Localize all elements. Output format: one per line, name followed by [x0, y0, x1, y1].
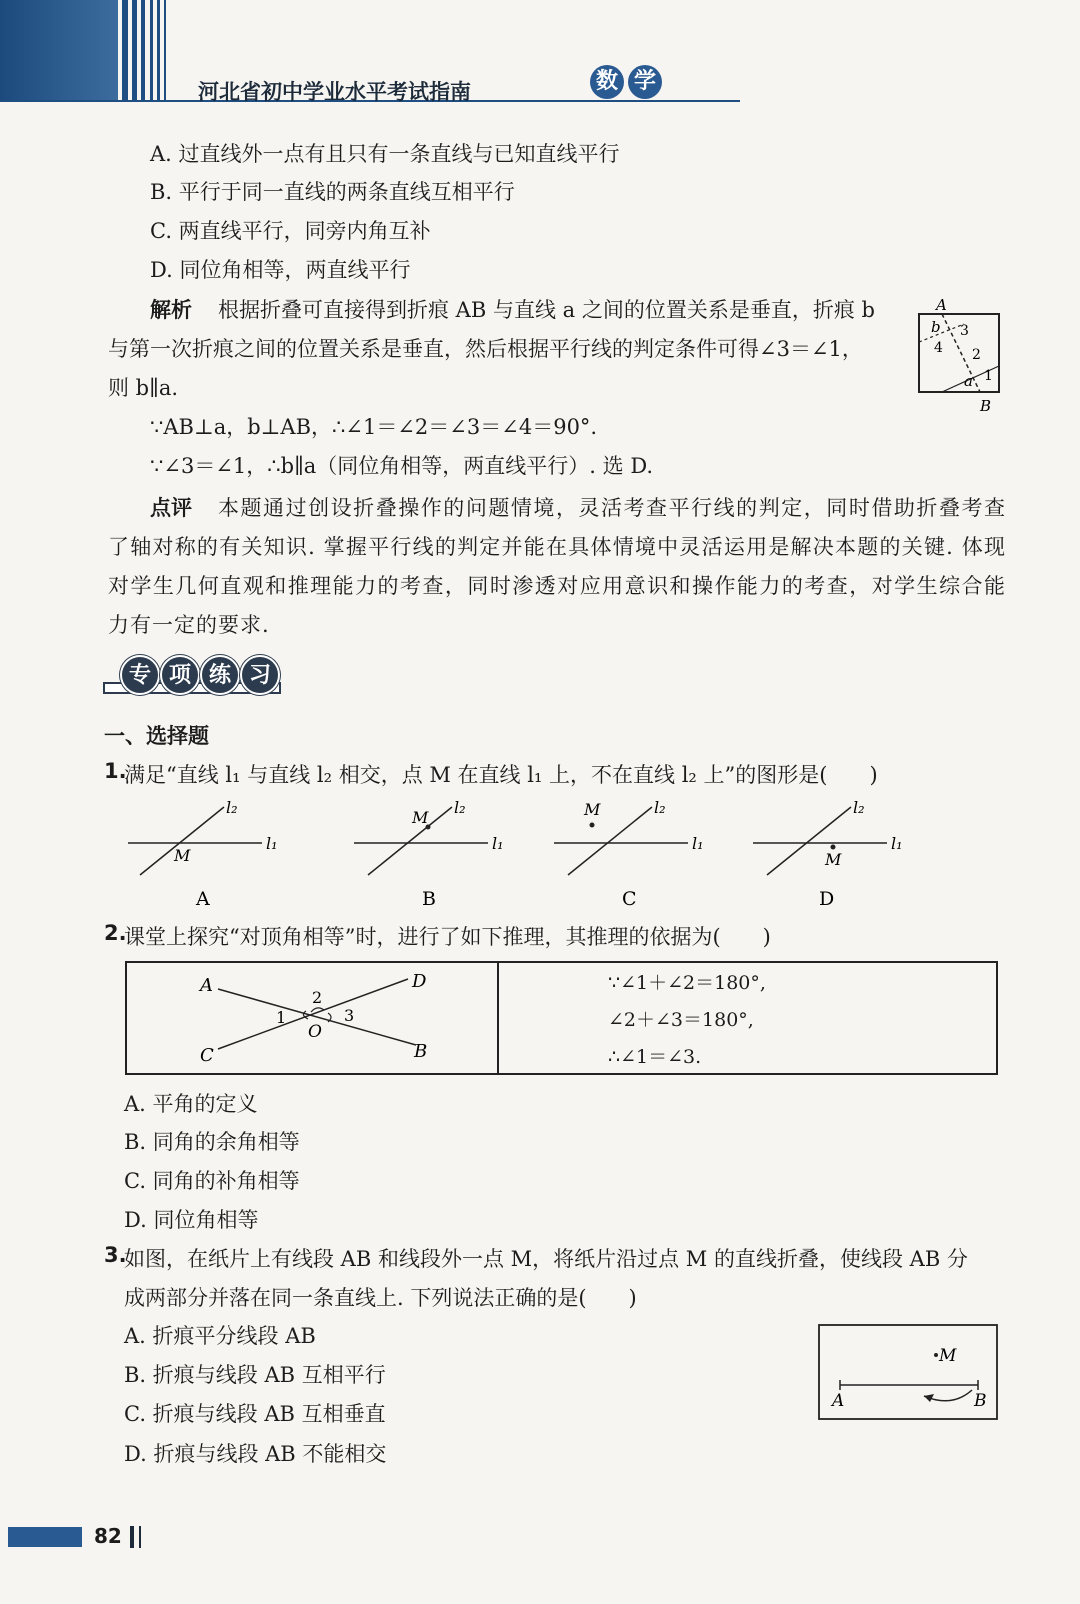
q1c-m: M [584, 800, 601, 819]
subject-circle-2: 学 [628, 65, 662, 99]
fold-label-B: B [980, 397, 992, 415]
banner-char-4: 习 [240, 655, 280, 695]
comment-label: 点评 [150, 496, 192, 520]
q1-figure-c [546, 795, 726, 915]
q2-table-divider [497, 961, 499, 1075]
banner-char-2: 项 [160, 655, 200, 695]
q2-figure [190, 965, 450, 1073]
banner-char-1: 专 [120, 655, 160, 695]
q2-reasoning-3: ∴∠1＝∠3. [608, 1046, 702, 1068]
footer-divider-1 [130, 1526, 134, 1548]
analysis-line-5: ∵∠3＝∠1，∴b∥a（同位角相等，两直线平行）. 选 D. [150, 454, 654, 478]
subject-circle-1: 数 [590, 65, 624, 99]
q1b-m: M [412, 808, 429, 827]
q3-option-d: D. 折痕与线段 AB 不能相交 [124, 1442, 387, 1466]
q2-angle-2: 2 [312, 988, 323, 1007]
q2-label-C: C [200, 1045, 214, 1066]
q1b-l2: l₂ [454, 798, 466, 817]
q1d-l2: l₂ [853, 798, 865, 817]
q1-figure-b [346, 795, 526, 915]
analysis-label: 解析 [150, 298, 192, 322]
q3-option-a: A. 折痕平分线段 AB [124, 1324, 316, 1348]
q2-label-B: B [414, 1041, 428, 1062]
q1d-m: M [825, 850, 842, 869]
q2-label-O: O [308, 1022, 322, 1042]
q1c-caption: C [622, 888, 637, 910]
q2-text: 课堂上探究“对顶角相等”时，进行了如下推理，其推理的依据为( ) [124, 925, 771, 949]
fold-label-A: A [936, 296, 947, 314]
q3-label-B: B [974, 1391, 987, 1411]
prev-option-c: C. 两直线平行，同旁内角互补 [150, 219, 431, 243]
q1-figure-d [745, 795, 925, 915]
q1a-l2: l₂ [226, 798, 238, 817]
q2-number: 2. [104, 921, 127, 945]
footer-divider-2 [139, 1526, 141, 1548]
q2-angle-3: 3 [344, 1006, 355, 1025]
q1c-l1: l₁ [692, 834, 704, 853]
q3-label-A: A [832, 1391, 845, 1411]
prev-option-a: A. 过直线外一点有且只有一条直线与已知直线平行 [150, 142, 620, 166]
q2-option-b: B. 同角的余角相等 [124, 1130, 300, 1154]
q2-reasoning-2: ∠2＋∠3＝180°, [608, 1009, 754, 1031]
fold-label-3: 3 [960, 323, 969, 339]
q2-label-A: A [200, 975, 213, 996]
q1a-l1: l₁ [266, 834, 278, 853]
prev-option-b: B. 平行于同一直线的两条直线互相平行 [150, 180, 515, 204]
analysis-line-1: 根据折叠可直接得到折痕 AB 与直线 a 之间的位置关系是垂直，折痕 b [218, 298, 875, 322]
q3-number: 3. [104, 1243, 127, 1267]
banner-char-3: 练 [200, 655, 240, 695]
q1-text: 满足“直线 l₁ 与直线 l₂ 相交，点 M 在直线 l₁ 上，不在直线 l₂ 上”的图形是( ) [124, 763, 878, 787]
q1b-l1: l₁ [492, 834, 504, 853]
prev-option-d: D. 同位角相等，两直线平行 [150, 258, 411, 282]
fold-label-a: a [964, 372, 973, 390]
fold-label-4: 4 [934, 340, 943, 356]
comment-text: 本题通过创设折叠操作的问题情境，灵活考查平行线的判定，同时借助折叠考查了轴对称的有关知识. 掌握平行线的判定并能在具体情境中灵活运用是解决本题的关键. 体现对学生几何直观和推理能力的考查，同时渗透对应用意识和操作能力的考查，对学生综合能力有一定的要求. [108, 496, 1006, 637]
fold-label-b: b [931, 318, 941, 336]
fold-label-2: 2 [972, 347, 981, 363]
q1b-caption: B [422, 888, 436, 910]
q1c-l2: l₂ [654, 798, 666, 817]
q3-option-c: C. 折痕与线段 AB 互相垂直 [124, 1402, 386, 1426]
analysis-line-4: ∵AB⊥a，b⊥AB，∴∠1＝∠2＝∠3＝∠4＝90°. [150, 415, 598, 439]
q1d-l1: l₁ [891, 834, 903, 853]
q1d-caption: D [819, 888, 835, 910]
q2-angle-1: 1 [276, 1008, 287, 1027]
footer-bar [8, 1527, 82, 1547]
book-title: 河北省初中学业水平考试指南 [198, 80, 471, 104]
q1a-m: M [174, 846, 191, 865]
q3-text-1: 如图，在纸片上有线段 AB 和线段外一点 M，将纸片沿过点 M 的直线折叠，使线段 AB 分 [124, 1247, 968, 1271]
fold-label-1: 1 [984, 368, 993, 384]
q3-text-2: 成两部分并落在同一条直线上. 下列说法正确的是( ) [124, 1286, 637, 1310]
analysis-line-3: 则 b∥a. [108, 376, 179, 400]
q1-number: 1. [104, 759, 127, 783]
q3-label-M: M [939, 1346, 957, 1366]
q2-option-c: C. 同角的补角相等 [124, 1169, 300, 1193]
fold-figure [912, 294, 1012, 418]
section-heading: 一、选择题 [104, 724, 209, 748]
q3-figure [818, 1324, 1000, 1422]
q1-figure-a [120, 795, 300, 915]
analysis-line-2: 与第一次折痕之间的位置关系是垂直，然后根据平行线的判定条件可得∠3＝∠1， [108, 337, 863, 361]
q3-option-b: B. 折痕与线段 AB 互相平行 [124, 1363, 386, 1387]
q2-label-D: D [412, 971, 427, 992]
page-number: 82 [94, 1524, 122, 1548]
header-decoration [0, 0, 1080, 110]
q2-option-a: A. 平角的定义 [124, 1092, 258, 1116]
q1a-caption: A [196, 888, 210, 910]
q2-reasoning-1: ∵∠1＋∠2＝180°, [608, 972, 766, 994]
q2-option-d: D. 同位角相等 [124, 1208, 259, 1232]
